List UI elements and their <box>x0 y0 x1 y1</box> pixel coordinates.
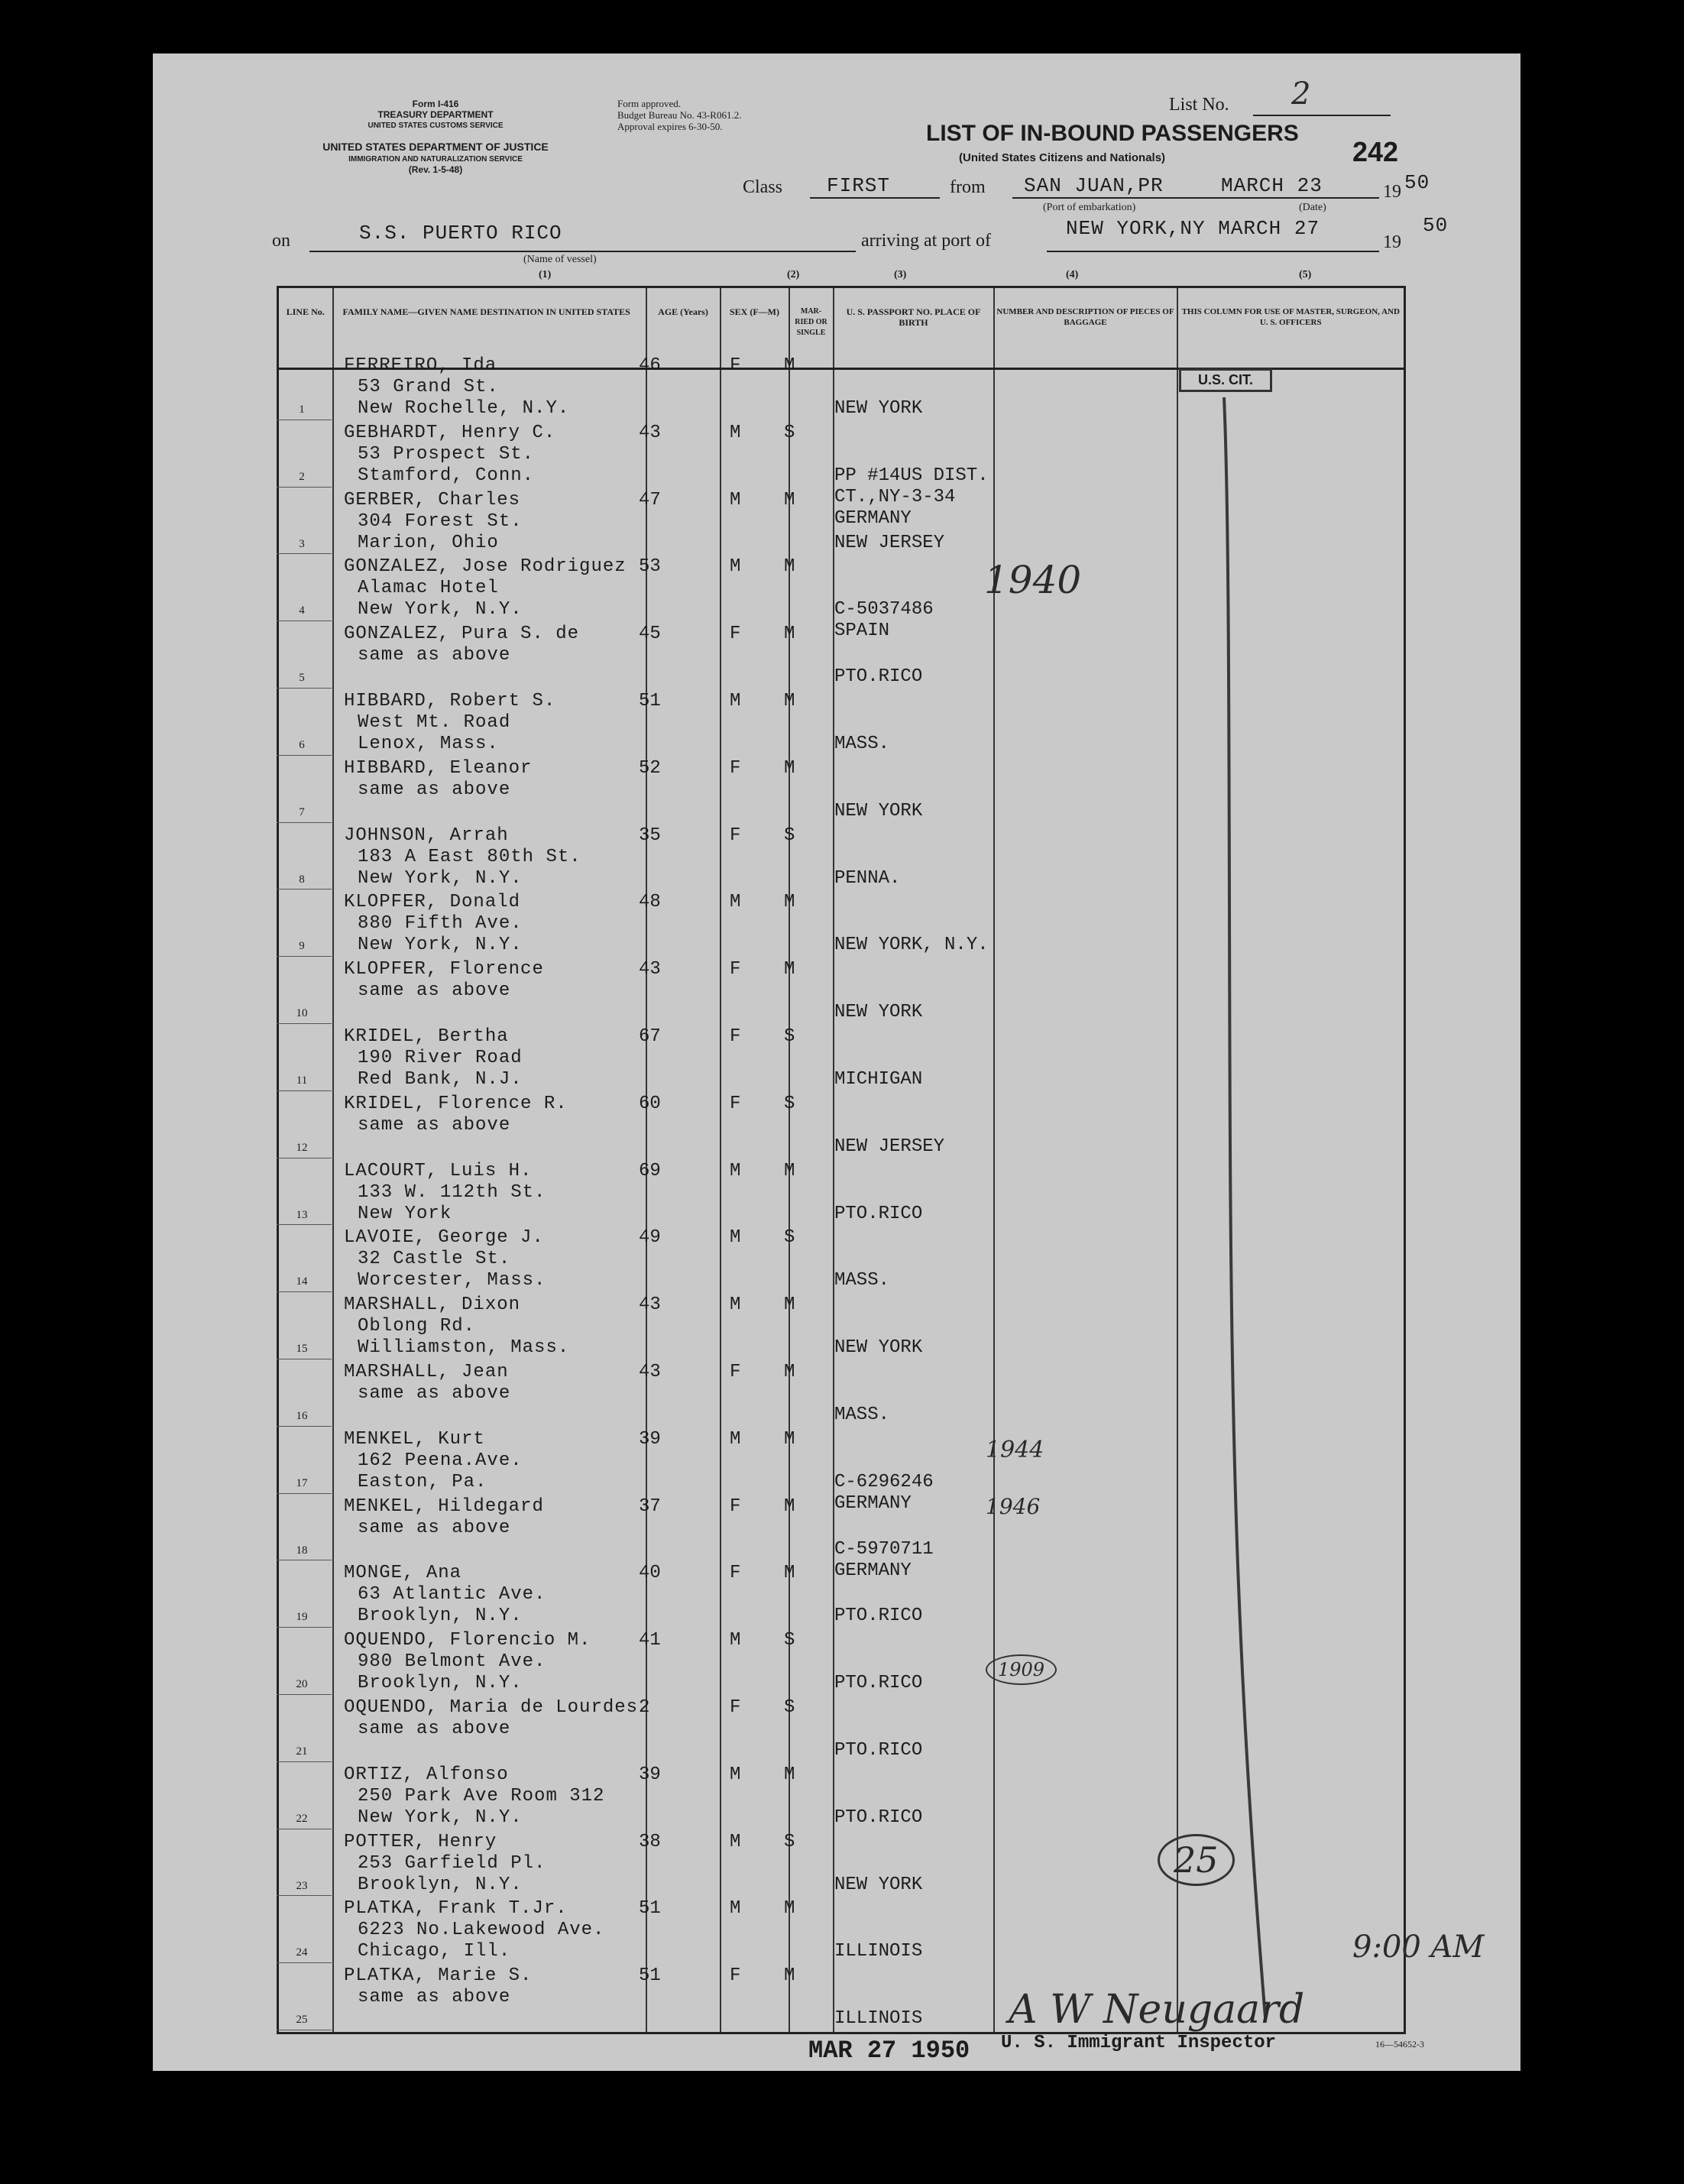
passenger-sex: M <box>730 422 741 443</box>
line-number: 5 <box>299 672 305 685</box>
passenger-age: 60 <box>639 1093 661 1114</box>
from-year-prefix: 19 <box>1383 182 1401 202</box>
passenger-address: same as above <box>358 1114 511 1136</box>
passenger-marital: S <box>784 1026 795 1047</box>
passenger-birthplace-2: SPAIN <box>834 621 890 642</box>
line-separator <box>277 1291 332 1292</box>
passenger-birthplace: PP #14US DIST. <box>834 465 989 486</box>
on-label: on <box>272 231 290 251</box>
line-separator <box>277 1627 332 1628</box>
line-number: 20 <box>296 1678 308 1691</box>
passenger-sex: M <box>730 1898 741 1920</box>
passenger-age: 51 <box>639 1898 661 1920</box>
passenger-name: MENKEL, Kurt <box>344 1428 485 1450</box>
passenger-name: LACOURT, Luis H. <box>344 1160 533 1181</box>
passenger-birthplace: PTO.RICO <box>834 1673 923 1694</box>
passenger-name: PLATKA, Marie S. <box>344 1965 533 1987</box>
handwritten-25: 25 <box>1158 1834 1235 1886</box>
passenger-marital: M <box>784 1428 795 1450</box>
line-number: 4 <box>299 604 305 617</box>
passenger-name: KRIDEL, Florence R. <box>344 1093 568 1114</box>
col-num-5: (5) <box>1299 269 1312 280</box>
line-number: 2 <box>299 470 305 483</box>
line-separator <box>277 1090 332 1091</box>
passenger-address: 880 Fifth Ave. <box>358 913 523 935</box>
passenger-sex: F <box>730 1093 741 1114</box>
handwritten-1940: 1940 <box>984 558 1082 602</box>
passenger-age: 46 <box>639 355 661 376</box>
line-number: 25 <box>296 2014 308 2027</box>
line-number: 14 <box>296 1275 308 1288</box>
passenger-age: 40 <box>639 1563 661 1584</box>
passenger-name: MONGE, Ana <box>344 1563 462 1584</box>
passenger-name: GERBER, Charles <box>344 489 521 510</box>
treasury-dept: TREASURY DEPARTMENT <box>377 109 494 120</box>
passenger-birthplace: NEW JERSEY <box>834 532 945 553</box>
passenger-marital: M <box>784 1563 795 1584</box>
passenger-age: 45 <box>639 624 661 645</box>
passenger-age: 37 <box>639 1495 661 1517</box>
passenger-marital: S <box>784 1630 795 1651</box>
passenger-marital: S <box>784 1227 795 1249</box>
passenger-city: Brooklyn, N.Y. <box>358 1606 523 1627</box>
passenger-birthplace: PTO.RICO <box>834 1203 923 1224</box>
line-separator <box>277 1895 332 1896</box>
line-separator <box>277 1224 332 1225</box>
passenger-marital: S <box>784 1093 795 1114</box>
passenger-sex: F <box>730 1026 741 1047</box>
col-officers: THIS COLUMN FOR USE OF MASTER, SURGEON, AND U. S. OFFICERS <box>1177 287 1405 369</box>
line-number: 6 <box>299 739 305 751</box>
passenger-name: JOHNSON, Arrah <box>344 825 509 846</box>
passenger-sex: M <box>730 1428 741 1450</box>
handwritten-time: 9:00 AM <box>1352 1930 1485 1965</box>
passenger-birthplace: MASS. <box>834 1405 890 1425</box>
list-no-value: 2 <box>1291 76 1311 112</box>
arriving-label: arriving at port of <box>861 231 991 251</box>
class-label: Class <box>743 177 783 197</box>
vessel-name: S.S. PUERTO RICO <box>359 222 562 245</box>
line-separator <box>277 956 332 957</box>
passenger-name: GEBHARDT, Henry C. <box>344 422 556 443</box>
col-num-4: (4) <box>1066 269 1079 280</box>
passenger-age: 39 <box>639 1764 661 1785</box>
passenger-marital: M <box>784 959 795 980</box>
passenger-sex: M <box>730 1831 741 1852</box>
line-number: 15 <box>296 1343 308 1356</box>
line-separator <box>277 822 332 823</box>
passenger-address: same as above <box>358 779 511 800</box>
line-number: 24 <box>296 1946 308 1959</box>
passenger-marital: M <box>784 757 795 779</box>
passenger-birthplace: MASS. <box>834 734 890 754</box>
passenger-sex: F <box>730 959 741 980</box>
passenger-birthplace: PTO.RICO <box>834 1806 923 1828</box>
passenger-birthplace: NEW YORK <box>834 1874 923 1895</box>
passenger-birthplace: PENNA. <box>834 867 901 889</box>
passenger-city: Brooklyn, N.Y. <box>358 1874 523 1895</box>
col-sex: SEX (F—M) <box>721 287 789 369</box>
passenger-marital: M <box>784 624 795 645</box>
passenger-age: 52 <box>639 757 661 779</box>
passenger-age: 41 <box>639 1630 661 1651</box>
passenger-sex: M <box>730 1630 741 1651</box>
passenger-marital: M <box>784 1362 795 1382</box>
line-separator <box>277 1962 332 1963</box>
passenger-city: Chicago, Ill. <box>358 1941 511 1962</box>
passenger-birthplace: C-6296246 <box>834 1471 934 1492</box>
passenger-birthplace: NEW YORK <box>834 1002 923 1023</box>
passenger-address: 253 Garfield Pl. <box>358 1852 546 1874</box>
passenger-address: same as above <box>358 1719 511 1739</box>
arrival-port: NEW YORK,NY MARCH 27 <box>1066 217 1320 240</box>
us-citizen-stamp: U.S. CIT. <box>1179 368 1272 392</box>
passenger-address: 6223 No.Lakewood Ave. <box>358 1920 605 1941</box>
line-number: 21 <box>296 1745 308 1758</box>
passenger-city: Lenox, Mass. <box>358 734 499 754</box>
passenger-age: 69 <box>639 1160 661 1181</box>
line-number: 7 <box>299 805 305 818</box>
passenger-city: Williamston, Mass. <box>358 1337 570 1359</box>
port-embarkation-caption: (Port of embarkation) <box>1043 202 1136 213</box>
line-number: 8 <box>299 873 305 886</box>
date-caption: (Date) <box>1299 202 1326 213</box>
passenger-birthplace: PTO.RICO <box>834 1606 923 1627</box>
line-number: 22 <box>296 1812 308 1825</box>
line-separator <box>277 1023 332 1024</box>
passenger-birthplace: PTO.RICO <box>834 666 923 688</box>
passenger-address: 32 Castle St. <box>358 1249 511 1270</box>
passenger-birthplace: NEW YORK <box>834 398 923 419</box>
list-no-label: List No. <box>1169 95 1229 115</box>
passenger-marital: M <box>784 489 795 510</box>
passenger-marital: M <box>784 355 795 376</box>
passenger-name: FERREIRO, Ida <box>344 355 497 376</box>
passenger-age: 38 <box>639 1831 661 1852</box>
line-separator <box>277 688 332 689</box>
passenger-birthplace: ILLINOIS <box>834 2008 923 2030</box>
passenger-marital: M <box>784 1764 795 1785</box>
page-subtitle: (United States Citizens and Nationals) <box>959 151 1166 164</box>
arrival-year-prefix: 19 <box>1383 232 1401 252</box>
passenger-city: New York, N.Y. <box>358 599 523 621</box>
passenger-sex: F <box>730 1563 741 1584</box>
from-label: from <box>950 177 986 197</box>
line-number: 17 <box>296 1476 308 1489</box>
passenger-name: MARSHALL, Jean <box>344 1362 509 1382</box>
passenger-name: KLOPFER, Donald <box>344 892 521 913</box>
passenger-marital: S <box>784 422 795 443</box>
passenger-sex: M <box>730 691 741 711</box>
class-value: FIRST <box>827 174 891 197</box>
line-separator <box>277 487 332 488</box>
passenger-sex: M <box>730 1295 741 1316</box>
line-separator <box>277 755 332 756</box>
passenger-city: Worcester, Mass. <box>358 1270 546 1291</box>
arrival-year: 50 <box>1423 214 1449 237</box>
passenger-name: MARSHALL, Dixon <box>344 1295 521 1316</box>
passenger-name: LAVOIE, George J. <box>344 1227 544 1249</box>
passenger-address: 304 Forest St. <box>358 510 523 532</box>
passenger-name: KRIDEL, Bertha <box>344 1026 509 1047</box>
passenger-name: OQUENDO, Florencio M. <box>344 1630 591 1651</box>
page-title: LIST OF IN-BOUND PASSENGERS <box>926 121 1299 146</box>
passenger-address: Oblong Rd. <box>358 1316 476 1337</box>
passenger-sex: M <box>730 1764 741 1785</box>
line-separator <box>277 553 332 554</box>
passenger-birthplace: NEW JERSEY <box>834 1136 945 1157</box>
line-number: 10 <box>296 1007 308 1020</box>
passenger-address: 53 Grand St. <box>358 377 499 397</box>
passenger-address: 133 W. 112th St. <box>358 1181 546 1203</box>
passenger-city: Marion, Ohio <box>358 532 499 553</box>
passenger-name: GONZALEZ, Pura S. de <box>344 624 580 645</box>
passenger-sex: F <box>730 1697 741 1718</box>
passenger-age: 49 <box>639 1227 661 1249</box>
passenger-city: New York, N.Y. <box>358 935 523 956</box>
line-number: 19 <box>296 1611 308 1624</box>
approval-1: Form approved. <box>617 98 682 109</box>
from-date: MARCH 23 <box>1221 174 1323 197</box>
passenger-birthplace: MICHIGAN <box>834 1069 923 1090</box>
passenger-sex: F <box>730 825 741 846</box>
from-year: 50 <box>1404 171 1430 194</box>
passenger-birthplace: ILLINOIS <box>834 1941 923 1962</box>
passenger-sex: F <box>730 1362 741 1382</box>
inspector-caption: U. S. Immigrant Inspector <box>1001 2033 1277 2053</box>
line-number: 18 <box>296 1544 308 1557</box>
passenger-marital: S <box>784 1697 795 1718</box>
passenger-name: ORTIZ, Alfonso <box>344 1764 509 1785</box>
passenger-address: West Mt. Road <box>358 712 511 733</box>
line-separator <box>277 1761 332 1762</box>
passenger-city: Easton, Pa. <box>358 1471 487 1492</box>
col-baggage: NUMBER AND DESCRIPTION OF PIECES OF BAGGAGE <box>994 287 1177 369</box>
passenger-city: Brooklyn, N.Y. <box>358 1673 523 1694</box>
line-number: 3 <box>299 537 305 550</box>
passenger-age: 2 <box>639 1697 650 1718</box>
col-num-2: (2) <box>787 269 800 280</box>
passenger-name: KLOPFER, Florence <box>344 959 544 980</box>
passenger-age: 43 <box>639 959 661 980</box>
handwritten-1946: 1946 <box>986 1494 1041 1519</box>
passenger-marital: M <box>784 1160 795 1181</box>
passenger-sex: M <box>730 1160 741 1181</box>
passenger-birthplace-3: GERMANY <box>834 507 912 529</box>
passenger-age: 39 <box>639 1428 661 1450</box>
col-num-1: (1) <box>539 269 552 280</box>
passenger-name: HIBBARD, Eleanor <box>344 757 533 779</box>
from-port: SAN JUAN,PR <box>1024 174 1164 197</box>
passenger-sex: M <box>730 1227 741 1249</box>
passenger-name: MENKEL, Hildegard <box>344 1495 544 1517</box>
passenger-city: New Rochelle, N.Y. <box>358 398 570 419</box>
passenger-birthplace-2: GERMANY <box>834 1560 912 1581</box>
vessel-caption: (Name of vessel) <box>523 254 597 265</box>
passenger-city: New York <box>358 1203 452 1224</box>
passenger-birthplace-2: GERMANY <box>834 1492 912 1514</box>
sheet-number: 242 <box>1352 136 1399 167</box>
customs-service: UNITED STATES CUSTOMS SERVICE <box>368 122 504 130</box>
passenger-address: same as above <box>358 1987 511 2008</box>
line-number: 9 <box>299 940 305 953</box>
passenger-city: New York, N.Y. <box>358 1806 523 1828</box>
col-line-no: LINE No. <box>278 287 333 369</box>
col-married: MAR-RIED OR SINGLE <box>789 287 834 369</box>
col-family-name: FAMILY NAME—GIVEN NAME DESTINATION IN UNITED STATES <box>333 287 646 369</box>
passenger-sex: M <box>730 556 741 578</box>
passenger-sex: F <box>730 355 741 376</box>
ins-service: IMMIGRATION AND NATURALIZATION SERVICE <box>348 155 523 164</box>
line-separator <box>277 1694 332 1695</box>
passenger-age: 48 <box>639 892 661 913</box>
passenger-marital: M <box>784 1898 795 1920</box>
line-number: 11 <box>296 1074 308 1087</box>
passenger-address: same as above <box>358 645 511 666</box>
passenger-birthplace: NEW YORK <box>834 1337 923 1359</box>
passenger-address: 63 Atlantic Ave. <box>358 1584 546 1606</box>
line-number: 12 <box>296 1141 308 1154</box>
passenger-birthplace: MASS. <box>834 1270 890 1291</box>
line-separator <box>277 1493 332 1494</box>
col-num-3: (3) <box>894 269 907 280</box>
passenger-sex: M <box>730 892 741 913</box>
passenger-marital: M <box>784 892 795 913</box>
passenger-address: Alamac Hotel <box>358 578 499 599</box>
passenger-name: POTTER, Henry <box>344 1831 497 1852</box>
revision: (Rev. 1-5-48) <box>408 164 463 175</box>
passenger-age: 43 <box>639 422 661 443</box>
passenger-birthplace-2: CT.,NY-3-34 <box>834 486 956 507</box>
handwritten-1944: 1944 <box>986 1437 1044 1463</box>
passenger-age: 43 <box>639 1295 661 1316</box>
passenger-name: GONZALEZ, Jose Rodriguez <box>344 556 627 578</box>
passenger-address: same as above <box>358 980 511 1002</box>
passenger-sex: M <box>730 489 741 510</box>
passenger-address: same as above <box>358 1383 511 1404</box>
passenger-name: HIBBARD, Robert S. <box>344 691 556 711</box>
passenger-address: 980 Belmont Ave. <box>358 1651 546 1673</box>
passenger-city: New York, N.Y. <box>358 867 523 889</box>
passenger-address: 183 A East 80th St. <box>358 846 581 867</box>
passenger-age: 51 <box>639 1965 661 1987</box>
form-number: Form I-416 <box>412 99 459 109</box>
passenger-sex: F <box>730 624 741 645</box>
passenger-marital: S <box>784 825 795 846</box>
line-number: 16 <box>296 1410 308 1422</box>
passenger-age: 67 <box>639 1026 661 1047</box>
passenger-age: 51 <box>639 691 661 711</box>
handwritten-1909: 1909 <box>986 1654 1057 1685</box>
passenger-birthplace: NEW YORK, N.Y. <box>834 935 989 956</box>
approval-3: Approval expires 6-30-50. <box>617 121 723 132</box>
passenger-address: 162 Peena.Ave. <box>358 1450 523 1471</box>
passenger-sex: F <box>730 757 741 779</box>
passenger-marital: S <box>784 1831 795 1852</box>
line-number: 23 <box>296 1879 308 1892</box>
passenger-age: 53 <box>639 556 661 578</box>
passenger-marital: M <box>784 1495 795 1517</box>
passenger-sex: F <box>730 1495 741 1517</box>
passenger-marital: M <box>784 1965 795 1987</box>
inspector-signature: A W Neugaard <box>1009 1987 1305 2033</box>
justice-dept: UNITED STATES DEPARTMENT OF JUSTICE <box>322 141 549 153</box>
print-code: 16—54652-3 <box>1375 2039 1424 2050</box>
passenger-city: Stamford, Conn. <box>358 465 535 486</box>
line-number: 1 <box>299 403 305 416</box>
passenger-birthplace: NEW YORK <box>834 800 923 821</box>
passenger-birthplace: C-5037486 <box>834 599 934 621</box>
passenger-age: 35 <box>639 825 661 846</box>
passenger-address: 190 River Road <box>358 1048 523 1068</box>
passenger-age: 47 <box>639 489 661 510</box>
officer-column-line <box>1207 382 1284 2017</box>
passenger-marital: M <box>784 1295 795 1316</box>
passenger-sex: F <box>730 1965 741 1987</box>
passenger-address: 250 Park Ave Room 312 <box>358 1785 605 1806</box>
line-number: 13 <box>296 1208 308 1221</box>
passenger-city: Red Bank, N.J. <box>358 1069 523 1090</box>
passenger-name: PLATKA, Frank T.Jr. <box>344 1898 568 1920</box>
passenger-address: 53 Prospect St. <box>358 443 535 465</box>
passenger-age: 43 <box>639 1362 661 1382</box>
col-age: AGE (Years) <box>646 287 721 369</box>
passenger-address: same as above <box>358 1517 511 1538</box>
passenger-birthplace: PTO.RICO <box>834 1740 923 1761</box>
line-separator <box>277 1426 332 1427</box>
passenger-name: OQUENDO, Maria de Lourdes <box>344 1697 639 1718</box>
passenger-birthplace: C-5970711 <box>834 1538 934 1560</box>
col-passport: U. S. PASSPORT NO. PLACE OF BIRTH <box>834 287 994 369</box>
approval-2: Budget Bureau No. 43-R061.2. <box>617 109 742 121</box>
date-stamp: MAR 27 1950 <box>808 2037 970 2065</box>
passenger-marital: M <box>784 691 795 711</box>
passenger-marital: M <box>784 556 795 578</box>
